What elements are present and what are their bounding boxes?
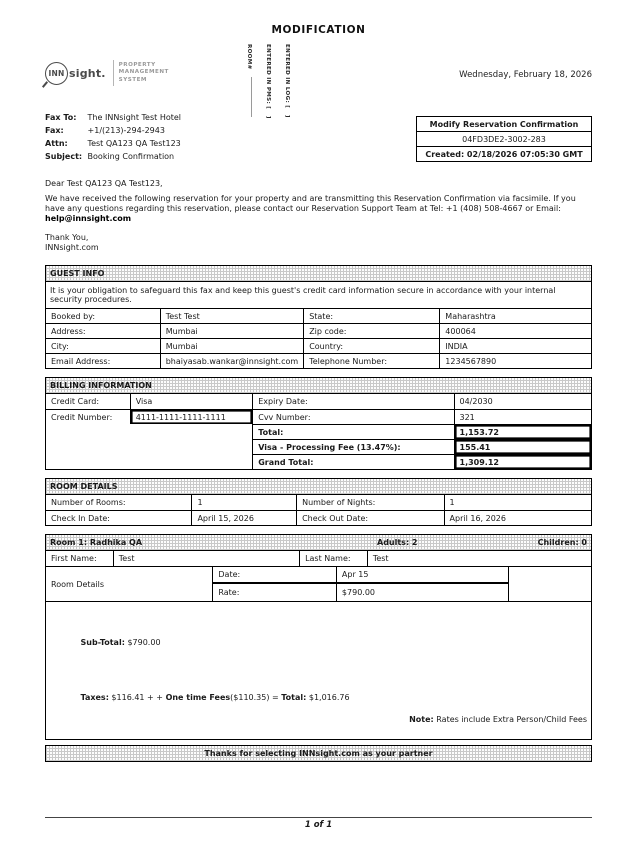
last-name-value: Test — [372, 554, 389, 563]
guest-value: Mumbai — [161, 338, 304, 353]
billing-table — [46, 394, 591, 469]
rate-label: Rate: — [213, 584, 337, 601]
guest-label: City: — [46, 338, 161, 353]
total-value: 1,153.72 — [455, 424, 592, 439]
billing-empty-cell — [46, 424, 253, 469]
grand-total-label: Grand Total: — [253, 454, 454, 469]
guest-info-table — [46, 308, 591, 368]
guest-label: Email Address: — [46, 353, 161, 368]
letter-closing: Thank You, INNsight.com — [45, 233, 592, 252]
office-use-stamps — [246, 44, 303, 118]
magnifier-handle — [42, 81, 48, 88]
room-1-header-bar — [46, 535, 591, 551]
document-title: MODIFICATION — [271, 24, 366, 36]
rate-value: $790.00 — [337, 584, 509, 601]
document-date: Wednesday, February 18, 2026 — [459, 70, 592, 80]
billing-label: Credit Card: — [46, 394, 131, 409]
guest-value: Test Test — [161, 308, 304, 323]
letter-body: We have received the following reservation for your property and are transmitting this Reservation Confirmation via facsimile. If you have any questions regarding this reservation, please contact our Reservation Support Team at Tel: +1 (408) 508-4667 or Email: help@innsight.com — [45, 194, 576, 223]
room-1-title: Room 1: Radhika QA — [50, 538, 143, 547]
logo-wordmark: sight. — [69, 66, 106, 80]
page-footer — [45, 817, 592, 830]
room-details-label: Room Details — [46, 567, 213, 601]
room-1-section — [45, 534, 592, 740]
rate-empty-cell — [509, 567, 591, 601]
billing-section — [45, 377, 592, 470]
room-totals-block — [46, 601, 591, 739]
fax-to-row: Fax To: The INNsight Test Hotel — [45, 113, 182, 122]
room-number-blank-line — [251, 77, 252, 117]
nights-count-value: 1 — [449, 498, 455, 507]
billing-label: Cvv Number: — [253, 409, 454, 424]
confirmation-number: 04FD3DE2-3002-283 — [417, 132, 591, 147]
rooms-count-label: Number of Rooms: — [46, 495, 192, 510]
billing-label: Credit Number: — [46, 409, 131, 424]
entered-in-log-stamp: ENTERED IN LOG: [ ] — [284, 44, 290, 118]
thanks-footer-bar: Thanks for selecting INNsight.com as your partner — [45, 745, 592, 762]
guest-value: 1234567890 — [440, 353, 591, 368]
check-out-label: Check Out Date: — [297, 510, 444, 525]
guest-value: 400064 — [440, 323, 591, 338]
security-note: It is your obligation to safeguard this fax and keep this guest's credit card information secure in accordance with your internal security procedures. — [50, 286, 556, 304]
first-name-label: First Name: — [46, 551, 114, 566]
magnifier-logo-icon — [45, 62, 106, 85]
confirmation-created-timestamp: Created: 02/18/2026 07:05:30 GMT — [425, 150, 583, 159]
letter-salutation: Dear Test QA123 QA Test123, — [45, 179, 163, 188]
logo-circle-text: INN — [48, 68, 65, 78]
expiry-date-value: 04/2030 — [459, 397, 493, 406]
check-out-value: April 16, 2026 — [445, 510, 591, 525]
guest-value: INDIA — [440, 338, 591, 353]
support-email: help@innsight.com — [45, 214, 132, 223]
guest-label: Booked by: — [46, 308, 161, 323]
room-details-table — [46, 495, 591, 525]
date-label: Date: — [213, 567, 337, 584]
innsight-logo — [45, 60, 169, 86]
subject-row: Subject: Booking Confirmation — [45, 152, 175, 161]
guest-label: Zip code: — [304, 323, 440, 338]
check-in-label: Check In Date: — [46, 510, 192, 525]
room-number-stamp: ROOM# — [246, 44, 257, 118]
attn-row: Attn: Test QA123 QA Test123 — [45, 139, 181, 148]
entered-in-pms-stamp: ENTERED IN PMS: [ ] — [265, 44, 271, 119]
guest-email-value: bhaiyasab.wankar@innsight.com — [161, 353, 304, 368]
room-rate-table — [46, 566, 591, 601]
credit-card-number: 4111-1111-1111-1111 — [131, 409, 254, 424]
document-header — [45, 0, 592, 172]
processing-fee-label: Visa - Processing Fee (13.47%): — [253, 439, 454, 454]
confirmation-box-title: Modify Reservation Confirmation — [417, 117, 591, 132]
nights-count-label: Number of Nights: — [297, 495, 444, 510]
check-in-value: April 15, 2026 — [192, 510, 297, 525]
last-name-label: Last Name: — [300, 551, 368, 566]
cvv-value: 321 — [455, 409, 592, 424]
logo-tagline: PROPERTY MANAGEMENT SYSTEM — [118, 61, 169, 83]
total-label: Total: — [253, 424, 454, 439]
letter-signature: INNsight.com — [45, 242, 99, 252]
guest-info-header-bar: GUEST INFO — [46, 266, 591, 282]
room-details-section — [45, 478, 592, 526]
rates-note: Note: Rates include Extra Person/Child Fees — [409, 715, 587, 724]
guest-value: Mumbai — [161, 323, 304, 338]
first-name-value: Test — [114, 551, 300, 566]
fax-header-block — [45, 111, 181, 163]
guest-name-row — [46, 551, 591, 566]
logo-divider — [113, 60, 114, 86]
adults-count: Adults: 2 — [377, 538, 418, 547]
fax-number-row: Fax: +1/(213)-294-2943 — [45, 126, 165, 135]
billing-label: Expiry Date: — [253, 394, 454, 409]
grand-total-value: 1,309.12 — [455, 454, 592, 469]
guest-value: Maharashtra — [440, 308, 591, 323]
page-number: 1 of 1 — [304, 820, 333, 830]
room-totals-text: Sub-Total: $790.00 Taxes: $116.41 + + One time Fees($110.35) = Total: $1,016.76 — [80, 638, 350, 702]
processing-fee-value: 155.41 — [455, 439, 592, 454]
guest-label: Country: — [304, 338, 440, 353]
children-count: Children: 0 — [537, 538, 587, 547]
credit-card-type: Visa — [131, 394, 254, 409]
reservation-confirmation-box — [416, 116, 592, 162]
guest-label: Address: — [46, 323, 161, 338]
guest-label: State: — [304, 308, 440, 323]
guest-info-section — [45, 265, 592, 369]
rooms-count-value: 1 — [192, 495, 297, 510]
billing-header-bar: BILLING INFORMATION — [46, 378, 591, 394]
room-details-header-bar: ROOM DETAILS — [46, 479, 591, 495]
date-value: Apr 15 — [337, 567, 509, 584]
guest-label: Telephone Number: — [304, 353, 440, 368]
